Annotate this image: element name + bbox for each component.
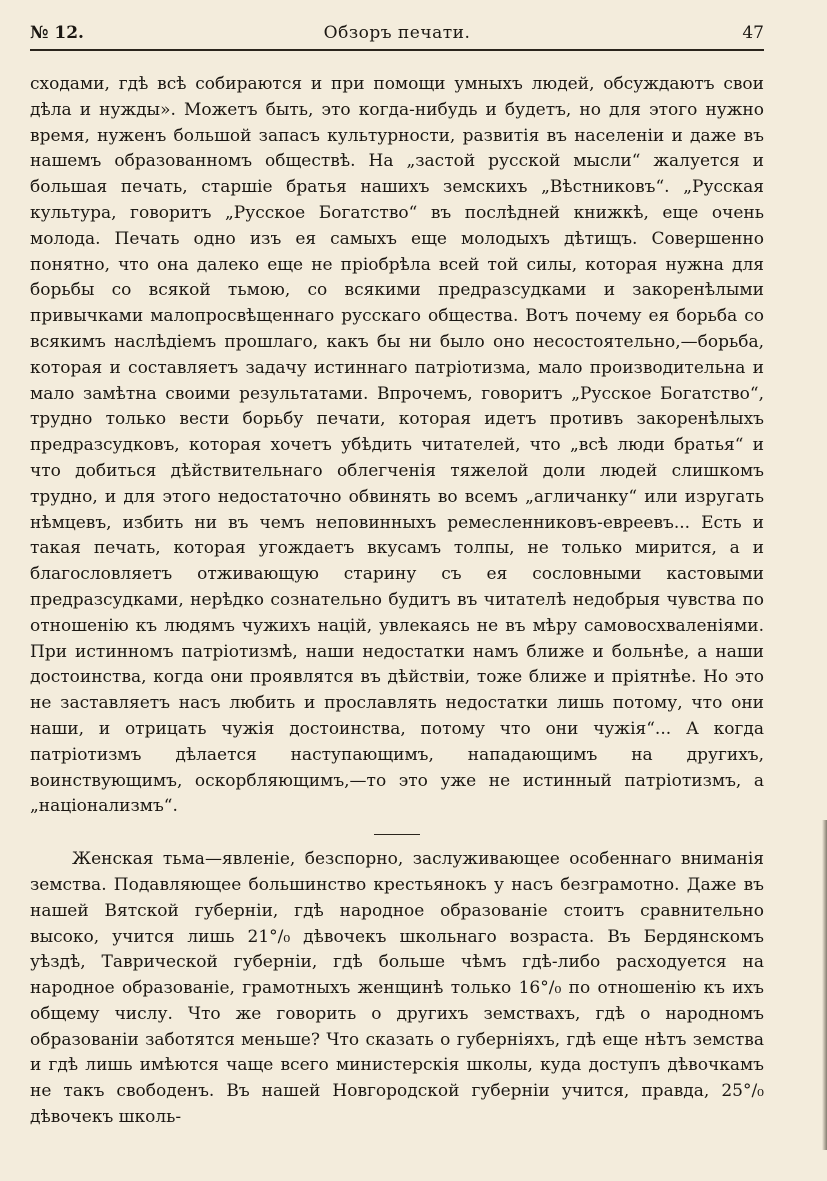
section-separator [374,834,420,835]
running-header [30,18,764,48]
paragraph-continuation: сходами, гдѣ всѣ собираются и при помощи умныхъ людей, обсуждаютъ свои дѣла и нужды». Можетъ быть, это когда-нибудь и будетъ, но для этого нужно время, нуженъ большой запасъ культурности, развитія въ населеніи и даже въ нашемъ образованномъ обществѣ. На „застой русской мысли“ жалуется и большая печать, старшіе братья нашихъ земскихъ „Вѣстниковъ“. „Русская культура, говоритъ „Русское Богатство“ въ послѣдней книжкѣ, еще очень молода. Печать одно изъ ея самыхъ еще молодыхъ дѣтищъ. Совершенно понятно, что она далеко еще не пріобрѣла всей той силы, которая нужна для борьбы со всякой тьмою, со всякими предразсудками и закоренѣлыми привычками малопросвѣщеннаго русскаго общества. Вотъ почему ея борьба со всякимъ наслѣдіемъ прошлаго, какъ бы ни было оно несостоятельно,—борьба, которая и составляетъ задачу истиннаго патріотизма, мало производительна и мало замѣтна своими результатами. Впрочемъ, говоритъ „Русское Богатство“, трудно только вести борьбу печати, которая идетъ противъ закоренѣлыхъ предразсудковъ, которая хочетъ убѣдить читателей, что „всѣ люди братья“ и что добиться дѣйствительнаго облегченія тяжелой доли людей слишкомъ трудно, и для этого недостаточно обвинять во всемъ „агличанку“ или изругать нѣмцевъ, избить ни въ чемъ неповинныхъ ремесленниковъ-евреевъ... Есть и такая печать, которая угождаетъ вкусамъ толпы, не только мирится, а и благословляетъ отживающую старину съ ея сословными кастовыми предразсудками, нерѣдко сознательно будитъ въ читателѣ недобрыя чувства по отношенію къ людямъ чужихъ націй, увлекаясь не въ мѣру самовосхваленіями. При истинномъ патріотизмѣ, наши недостатки намъ ближе и больнѣе, а наши достоинства, когда они проявлятся въ дѣйствіи, тоже ближе и пріятнѣе. Но это не заставляетъ насъ любить и прославлять недостатки лишь потому, что они наши, и отрицать чужія достоинства, потому что они чужія“... А когда патріотизмъ дѣлается наступающимъ, нападающимъ на другихъ, воинствующимъ, оскорбляющимъ,—то это уже не истинный патріотизмъ, а „націонализмъ“. [30,74,764,817]
header-rule [30,49,764,51]
issue-number: № 12. [30,23,84,43]
page-number: 47 [742,23,764,43]
page-edge-shadow [822,820,827,1150]
paragraph-womens-education: Женская тьма—явленіе, безспорно, заслуживающее особеннаго вниманія земства. Подавляющее большинство крестьянокъ у насъ безграмотно. Даже въ нашей Вятской губерніи, гдѣ народное образованіе стоитъ сравнительно высоко, учится лишь 21°/₀ дѣвочекъ школьнаго возраста. Въ Бердянскомъ уѣздѣ, Таврической губерніи, гдѣ больше чѣмъ гдѣ-либо расходуется на народное образованіе, грамотныхъ женщинѣ только 16°/₀ по отношенію къ ихъ общему числу. Что же говорить о другихъ земствахъ, гдѣ о народномъ образованіи заботятся меньше? Что сказать о губерніяхъ, гдѣ еще нѣтъ земства и гдѣ лишь имѣются чаще всего министерскія школы, куда доступъ дѣвочкамъ не такъ свободенъ. Въ нашей Новгородской губерніи учится, правда, 25°/₀ дѣвочекъ школь- [30,849,764,1128]
section-title: Обзоръ печати. [323,23,471,43]
body-text [30,72,764,1131]
